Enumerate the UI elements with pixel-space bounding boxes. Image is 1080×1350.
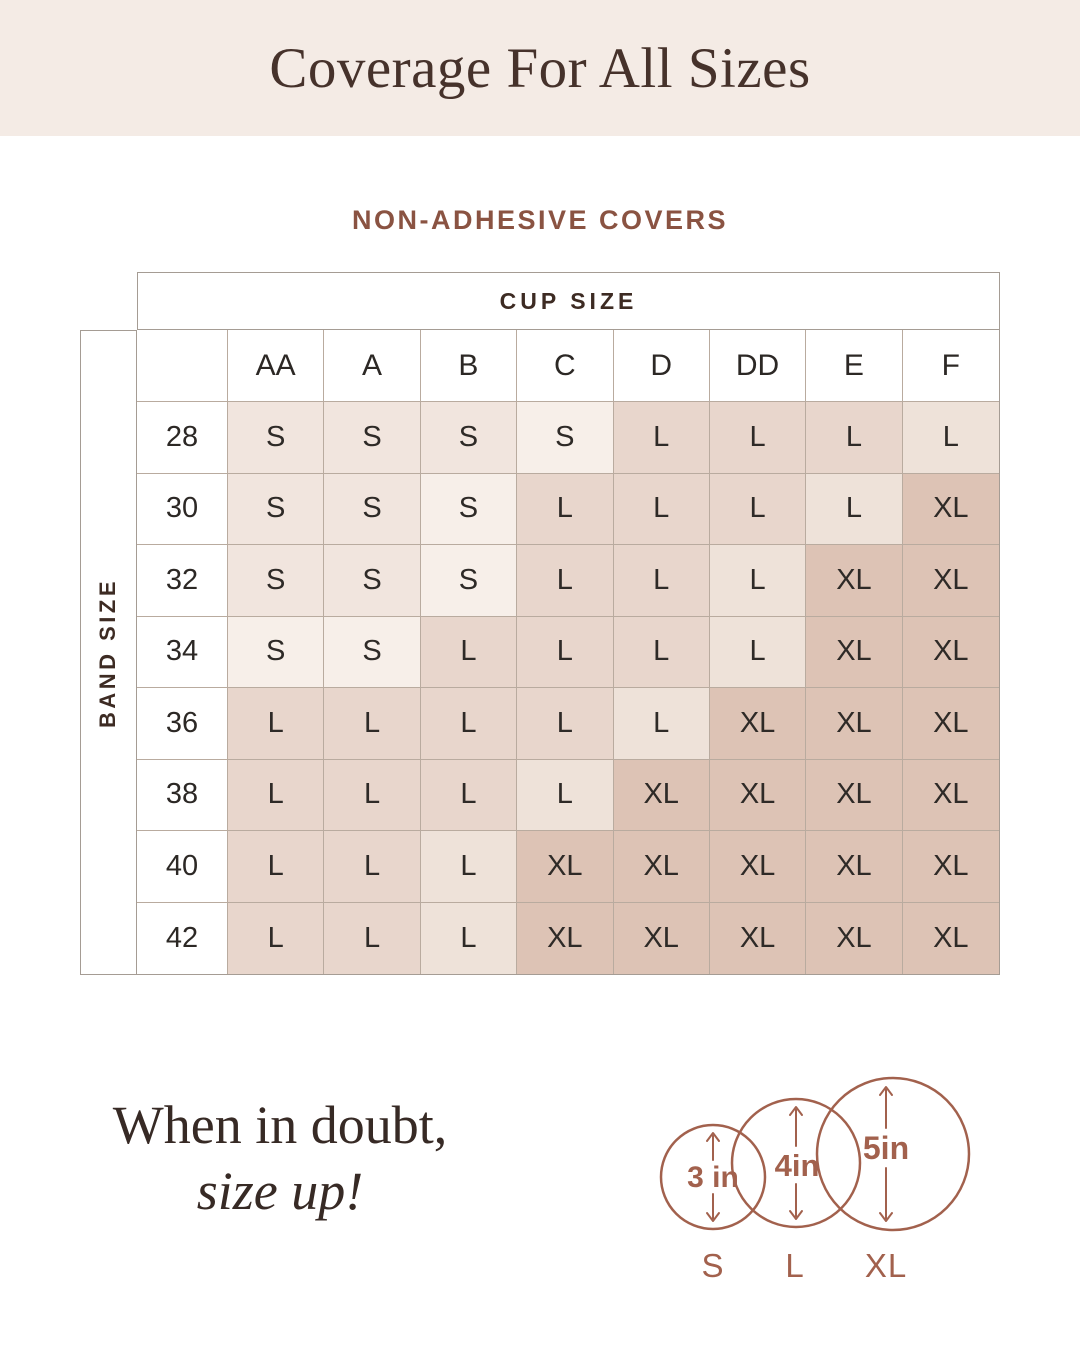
- size-cell: XL: [903, 903, 999, 975]
- cup-size-column-header: C: [517, 330, 613, 402]
- diameter-label-s: 3 in: [687, 1161, 739, 1194]
- size-cell: L: [517, 617, 613, 689]
- size-cell: XL: [806, 545, 902, 617]
- size-cell: L: [228, 903, 324, 975]
- arrow-up-icon: [790, 1107, 802, 1146]
- cup-size-column-header: F: [903, 330, 999, 402]
- size-cell: L: [421, 903, 517, 975]
- band-size-row-header: 32: [137, 545, 228, 617]
- size-cell: XL: [903, 617, 999, 689]
- cup-size-column-header: E: [806, 330, 902, 402]
- size-cell: S: [421, 545, 517, 617]
- size-cell: XL: [903, 831, 999, 903]
- arrow-down-icon: [790, 1184, 802, 1219]
- size-cell: XL: [903, 474, 999, 546]
- size-cell: L: [324, 760, 420, 832]
- size-cell: XL: [806, 903, 902, 975]
- size-cell: L: [614, 545, 710, 617]
- size-cell: XL: [806, 617, 902, 689]
- size-cell: L: [614, 402, 710, 474]
- size-cell: L: [228, 688, 324, 760]
- size-cell: S: [324, 474, 420, 546]
- size-cell: L: [517, 545, 613, 617]
- cup-size-column-header: DD: [710, 330, 806, 402]
- size-cell: XL: [517, 831, 613, 903]
- size-cell: L: [228, 760, 324, 832]
- cup-size-header: CUP SIZE: [137, 272, 1000, 330]
- size-cell: XL: [710, 831, 806, 903]
- size-cell: XL: [903, 545, 999, 617]
- size-cell: XL: [806, 831, 902, 903]
- size-cell: S: [421, 402, 517, 474]
- band-size-row-header: 40: [137, 831, 228, 903]
- size-cell: XL: [903, 688, 999, 760]
- size-cell: S: [517, 402, 613, 474]
- size-cell: XL: [903, 760, 999, 832]
- size-cell: L: [421, 831, 517, 903]
- size-cell: L: [710, 617, 806, 689]
- size-cell: L: [324, 831, 420, 903]
- size-cell: XL: [614, 831, 710, 903]
- band-size-row-header: 42: [137, 903, 228, 975]
- note-line-1: When in doubt,: [112, 1095, 448, 1155]
- diameter-label-l: 4in: [774, 1148, 820, 1183]
- size-cell: L: [710, 474, 806, 546]
- size-cell: L: [614, 617, 710, 689]
- size-cell: L: [710, 402, 806, 474]
- size-cell: XL: [806, 760, 902, 832]
- diameter-label-xl: 5in: [862, 1130, 910, 1166]
- size-cell: S: [324, 545, 420, 617]
- size-cell: XL: [614, 760, 710, 832]
- note-line-2: size up!: [196, 1161, 364, 1221]
- size-cell: XL: [614, 903, 710, 975]
- arrow-up-icon: [707, 1133, 719, 1160]
- cup-size-column-header: D: [614, 330, 710, 402]
- size-cell: S: [228, 617, 324, 689]
- band-size-row-header: 28: [137, 402, 228, 474]
- size-cell: XL: [710, 903, 806, 975]
- size-cell: L: [614, 474, 710, 546]
- cup-size-column-header: AA: [228, 330, 324, 402]
- size-cell: XL: [806, 688, 902, 760]
- size-cell: L: [228, 831, 324, 903]
- size-cell: L: [903, 402, 999, 474]
- size-cell: L: [710, 545, 806, 617]
- size-cell: XL: [517, 903, 613, 975]
- size-cell: S: [324, 402, 420, 474]
- band-size-row-header: 30: [137, 474, 228, 546]
- size-cell: L: [517, 688, 613, 760]
- size-cell: XL: [710, 688, 806, 760]
- cup-size-column-header: B: [421, 330, 517, 402]
- arrow-up-icon: [880, 1087, 892, 1128]
- size-cell: L: [324, 688, 420, 760]
- size-label-l: L: [785, 1247, 805, 1284]
- band-size-row-header: 34: [137, 617, 228, 689]
- section-heading: NON-ADHESIVE COVERS: [351, 205, 729, 235]
- size-cell: S: [228, 474, 324, 546]
- band-size-label: BAND SIZE: [95, 577, 121, 728]
- size-cell: S: [324, 617, 420, 689]
- size-cell: L: [517, 760, 613, 832]
- size-cell: L: [324, 903, 420, 975]
- size-cell: L: [614, 688, 710, 760]
- arrow-down-icon: [880, 1168, 892, 1221]
- size-label-xl: XL: [864, 1247, 908, 1284]
- size-cell: L: [806, 402, 902, 474]
- page-title: Coverage For All Sizes: [269, 36, 811, 100]
- arrow-down-icon: [707, 1194, 719, 1221]
- band-size-row-header: 38: [137, 760, 228, 832]
- size-cell: S: [421, 474, 517, 546]
- size-cell: L: [517, 474, 613, 546]
- size-cell: L: [421, 760, 517, 832]
- size-label-s: S: [701, 1247, 725, 1284]
- band-size-row-header: 36: [137, 688, 228, 760]
- size-cell: XL: [710, 760, 806, 832]
- size-cell: L: [806, 474, 902, 546]
- size-cell: S: [228, 402, 324, 474]
- size-cell: L: [421, 688, 517, 760]
- cup-size-column-header: A: [324, 330, 420, 402]
- size-cell: L: [421, 617, 517, 689]
- size-cell: S: [228, 545, 324, 617]
